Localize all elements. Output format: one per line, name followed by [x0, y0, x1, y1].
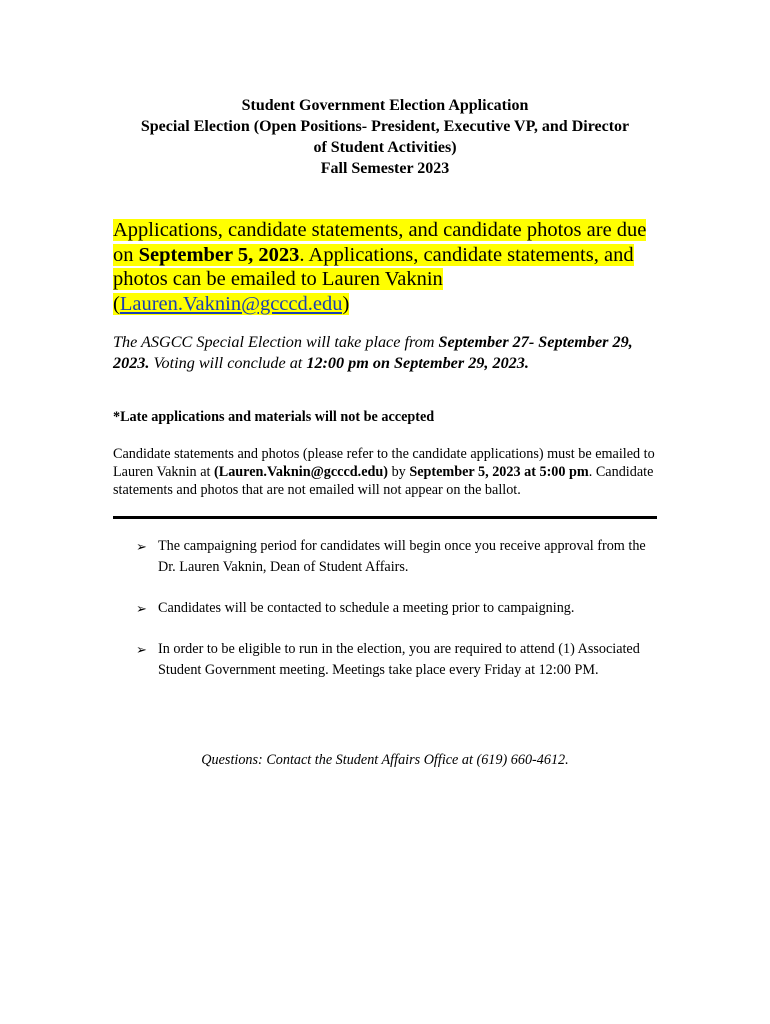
questions-contact: Questions: Contact the Student Affairs Office at (619) 660-4612. — [201, 752, 569, 768]
election-dates: September 27- September 29, 2023. — [113, 333, 633, 372]
header-positions-cont: of Student Activities) — [313, 139, 457, 156]
due-date: September 5, 2023 — [138, 243, 300, 266]
arrow-bullet-icon: ➢ — [136, 601, 147, 616]
arrow-bullet-icon: ➢ — [136, 642, 147, 657]
list-item — [136, 639, 661, 681]
bullet-text: In order to be eligible to run in the election, you are required to attend (1) Associated Student Government meeting. Meetings take place every Friday at 12:00 PM. — [158, 641, 640, 678]
election-text-2: Voting will conclude at — [149, 354, 307, 372]
election-notice — [113, 332, 661, 374]
due-text-1: Applications, candidate statements, and candidate photos are due on — [113, 219, 647, 266]
late-notice: *Late applications and materials will not be accepted — [113, 409, 435, 425]
header-semester: Fall Semester 2023 — [320, 160, 450, 177]
statements-text-1: Candidate statements and photos (please refer to the candidate applications) must be emailed to Lauren Vaknin at — [113, 446, 655, 480]
horizontal-rule — [113, 516, 657, 519]
bullet-list — [136, 536, 661, 701]
statements-email: (Lauren.Vaknin@gcccd.edu) — [214, 464, 389, 480]
bullet-text: Candidates will be contacted to schedule a meeting prior to campaigning. — [158, 600, 575, 616]
statements-deadline: September 5, 2023 at 5:00 pm — [409, 464, 589, 480]
statements-text-2: by — [388, 464, 410, 480]
arrow-bullet-icon: ➢ — [136, 539, 147, 554]
due-notice — [113, 218, 658, 316]
list-item — [136, 536, 661, 578]
document-header — [100, 95, 670, 179]
due-text-3: ) — [342, 292, 350, 315]
list-item — [136, 598, 661, 619]
header-positions: Special Election (Open Positions- President, Executive VP, and Director — [140, 118, 630, 135]
election-text-1: The ASGCC Special Election will take place from — [113, 333, 439, 351]
voting-deadline: 12:00 pm on September 29, 2023. — [306, 354, 529, 372]
due-text-2: . Applications, candidate statements, and photos can be emailed to Lauren Vaknin ( — [113, 243, 634, 315]
header-title: Student Government Election Application — [241, 97, 529, 114]
email-link[interactable]: Lauren.Vaknin@gcccd.edu — [119, 292, 343, 315]
statements-text-3: . Candidate statements and photos that are not emailed will not appear on the ballot. — [113, 464, 654, 498]
bullet-text: The campaigning period for candidates will begin once you receive approval from the Dr. Lauren Vaknin, Dean of Student Affairs. — [158, 538, 646, 575]
statements-notice — [113, 445, 658, 499]
